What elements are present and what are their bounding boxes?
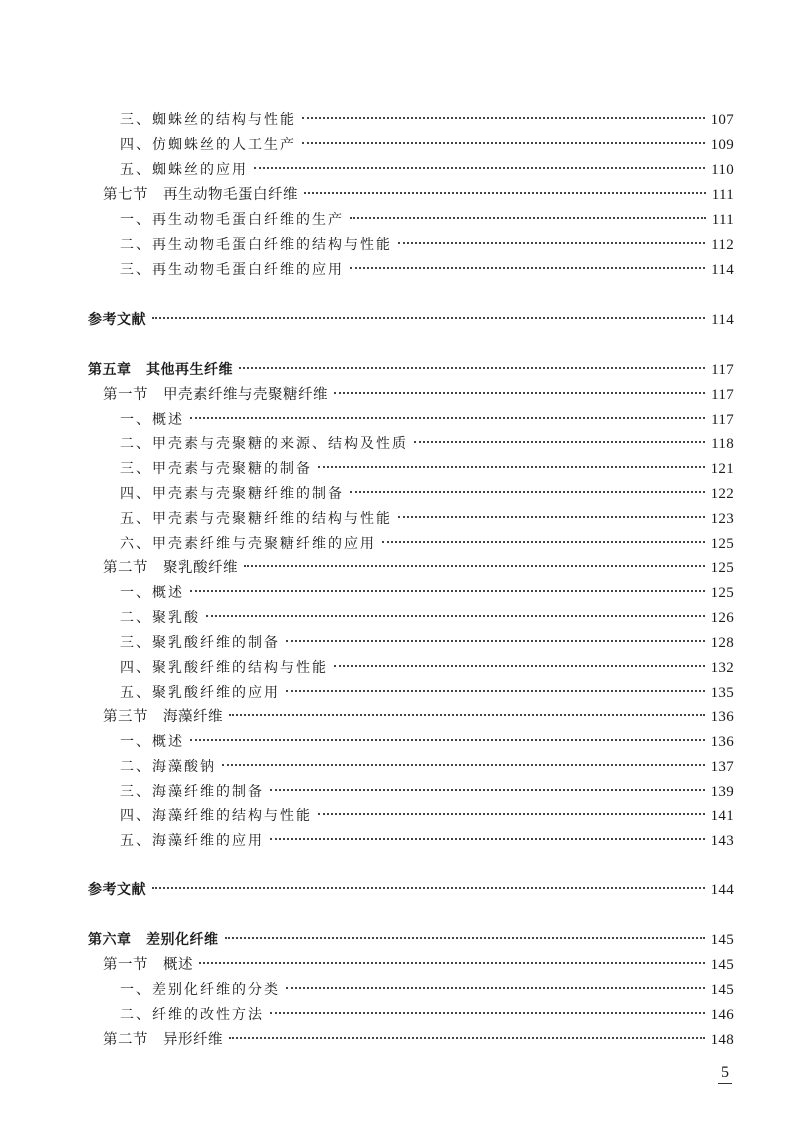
dot-leader [222,764,705,766]
toc-entry-title: 二、再生动物毛蛋白纤维的结构与性能 [120,237,392,253]
toc-item-entry [120,210,734,230]
toc-item-entry [120,633,734,653]
dot-leader [286,690,705,692]
toc-entry-page: 125 [710,536,734,552]
toc-chapter-entry [88,360,734,380]
toc-entry-page: 118 [711,436,734,452]
dot-leader [350,267,705,269]
dot-leader [334,665,705,667]
toc-item-entry [120,1005,734,1025]
toc-section-entry [103,385,734,405]
toc-entry-page: 107 [710,112,734,128]
toc-entry-title: 第一节 甲壳素纤维与壳聚糖纤维 [103,387,328,403]
toc-entry-title: 参考文献 [88,882,146,898]
dot-leader [190,417,705,419]
toc-entry-page: 144 [710,882,734,898]
toc-entry-title: 第七节 再生动物毛蛋白纤维 [103,187,298,203]
toc-entry-page: 135 [710,685,734,701]
toc-entry-page: 111 [711,212,734,228]
toc-item-entry [120,782,734,802]
dot-leader [270,789,705,791]
toc-entry-page: 112 [711,237,734,253]
toc-chapter-entry [88,930,734,950]
toc-item-entry [120,980,734,1000]
toc-item-entry [120,434,734,454]
dot-leader [286,987,705,989]
toc-entry-title: 一、再生动物毛蛋白纤维的生产 [120,212,344,228]
dot-leader [286,640,705,642]
toc-entry-title: 二、聚乳酸 [120,610,200,626]
toc-entry-page: 136 [710,734,734,750]
toc-entry-title: 五、蜘蛛丝的应用 [120,162,248,178]
toc-item-entry [120,410,734,430]
toc-entry-page: 141 [710,808,734,824]
dot-leader [398,516,705,518]
toc-item-entry [120,160,734,180]
toc-item-entry [120,509,734,529]
dot-leader [398,242,705,244]
toc-entry-page: 136 [710,709,734,725]
toc-entry-title: 三、海藻纤维的制备 [120,784,264,800]
dot-leader [244,565,705,567]
dot-leader [152,317,705,319]
toc-entry-title: 四、仿蜘蛛丝的人工生产 [120,137,296,153]
toc-entry-page: 117 [711,412,734,428]
toc-entry-title: 第三节 海藻纤维 [103,709,223,725]
toc-item-entry [120,683,734,703]
toc-entry-page: 145 [710,932,734,948]
toc-section-entry [103,558,734,578]
toc-entry-page: 117 [711,362,734,378]
toc-entry-page: 123 [710,511,734,527]
toc-entry-title: 三、蜘蛛丝的结构与性能 [120,112,296,128]
dot-leader [350,491,705,493]
toc-entry-page: 121 [710,461,734,477]
toc-entry-title: 三、聚乳酸纤维的制备 [120,635,280,651]
toc-entry-title: 四、甲壳素与壳聚糖纤维的制备 [120,486,344,502]
toc-entry-title: 第一节 概述 [103,957,193,973]
dot-leader [318,813,705,815]
dot-leader [302,142,705,144]
dot-leader [270,838,705,840]
dot-leader [350,217,706,219]
toc-entry-title: 五、海藻纤维的应用 [120,833,264,849]
toc-entry-page: 122 [710,486,734,502]
toc-entry-title: 六、甲壳素纤维与壳聚糖纤维的应用 [120,536,376,552]
toc-item-entry [120,534,734,554]
toc-item-entry [120,732,734,752]
toc-entry-page: 125 [710,585,734,601]
toc-entry-title: 四、海藻纤维的结构与性能 [120,808,312,824]
toc-entry-page: 114 [711,262,734,278]
toc-entry-title: 三、甲壳素与壳聚糖的制备 [120,461,312,477]
toc-entry-title: 第二节 聚乳酸纤维 [103,560,238,576]
toc-entry-title: 三、再生动物毛蛋白纤维的应用 [120,262,344,278]
dot-leader [229,1037,705,1039]
toc-item-entry [120,135,734,155]
toc-item-entry [120,806,734,826]
toc-entry-page: 148 [710,1032,734,1048]
toc-entry-page: 146 [710,1007,734,1023]
dot-leader [190,739,705,741]
toc-section-entry [103,955,734,975]
toc-entry-title: 五、聚乳酸纤维的应用 [120,685,280,701]
toc-item-entry [120,235,734,255]
toc-entry-page: 132 [710,660,734,676]
dot-leader [382,541,705,543]
toc-item-entry [120,583,734,603]
dot-leader [190,590,705,592]
toc-entry-title: 二、甲壳素与壳聚糖的来源、结构及性质 [120,436,408,452]
page-number: 5 [718,1064,732,1084]
toc-entry-page: 145 [710,957,734,973]
toc-entry-page: 109 [710,137,734,153]
toc-entry-page: 111 [711,187,734,203]
toc-entry-page: 145 [710,982,734,998]
dot-leader [414,441,705,443]
dot-leader [334,392,705,394]
dot-leader [152,887,705,889]
toc-item-entry [120,484,734,504]
toc-item-entry [120,658,734,678]
toc-entry-title: 第六章 差别化纤维 [88,932,219,948]
toc-entry-page: 117 [711,387,734,403]
toc-entry-title: 二、海藻酸钠 [120,759,216,775]
toc-entry-page: 126 [710,610,734,626]
toc-entry-page: 139 [710,784,734,800]
toc-section-entry [103,707,734,727]
dot-leader [304,192,706,194]
toc-entry-page: 110 [711,162,734,178]
dot-leader [302,117,705,119]
toc-entry-page: 143 [710,833,734,849]
toc-entry-title: 五、甲壳素与壳聚糖纤维的结构与性能 [120,511,392,527]
toc-entry-title: 一、概述 [120,412,184,428]
toc-entry-title: 第五章 其他再生纤维 [88,362,233,378]
toc-item-entry [120,757,734,777]
dot-leader [225,937,705,939]
toc-section-entry [103,1030,734,1050]
dot-leader [206,615,705,617]
toc-entry-title: 一、概述 [120,734,184,750]
dot-leader [254,167,705,169]
toc-entry-title: 参考文献 [88,312,146,328]
dot-leader [318,466,705,468]
toc-entry-page: 137 [710,759,734,775]
toc-entry-page: 128 [710,635,734,651]
toc-item-entry [120,831,734,851]
toc-chapter-entry [88,310,734,330]
dot-leader [229,714,705,716]
toc-chapter-entry [88,880,734,900]
toc-entry-title: 一、概述 [120,585,184,601]
toc-entry-title: 二、纤维的改性方法 [120,1007,264,1023]
dot-leader [199,962,705,964]
toc-entry-page: 125 [710,560,734,576]
toc-entry-title: 一、差别化纤维的分类 [120,982,280,998]
toc-item-entry [120,260,734,280]
dot-leader [270,1012,705,1014]
toc-item-entry [120,110,734,130]
dot-leader [239,367,705,369]
toc-item-entry [120,608,734,628]
toc-item-entry [120,459,734,479]
toc-entry-page: 114 [711,312,734,328]
toc-entry-title: 第二节 异形纤维 [103,1032,223,1048]
toc-entry-title: 四、聚乳酸纤维的结构与性能 [120,660,328,676]
toc-section-entry [103,185,734,205]
